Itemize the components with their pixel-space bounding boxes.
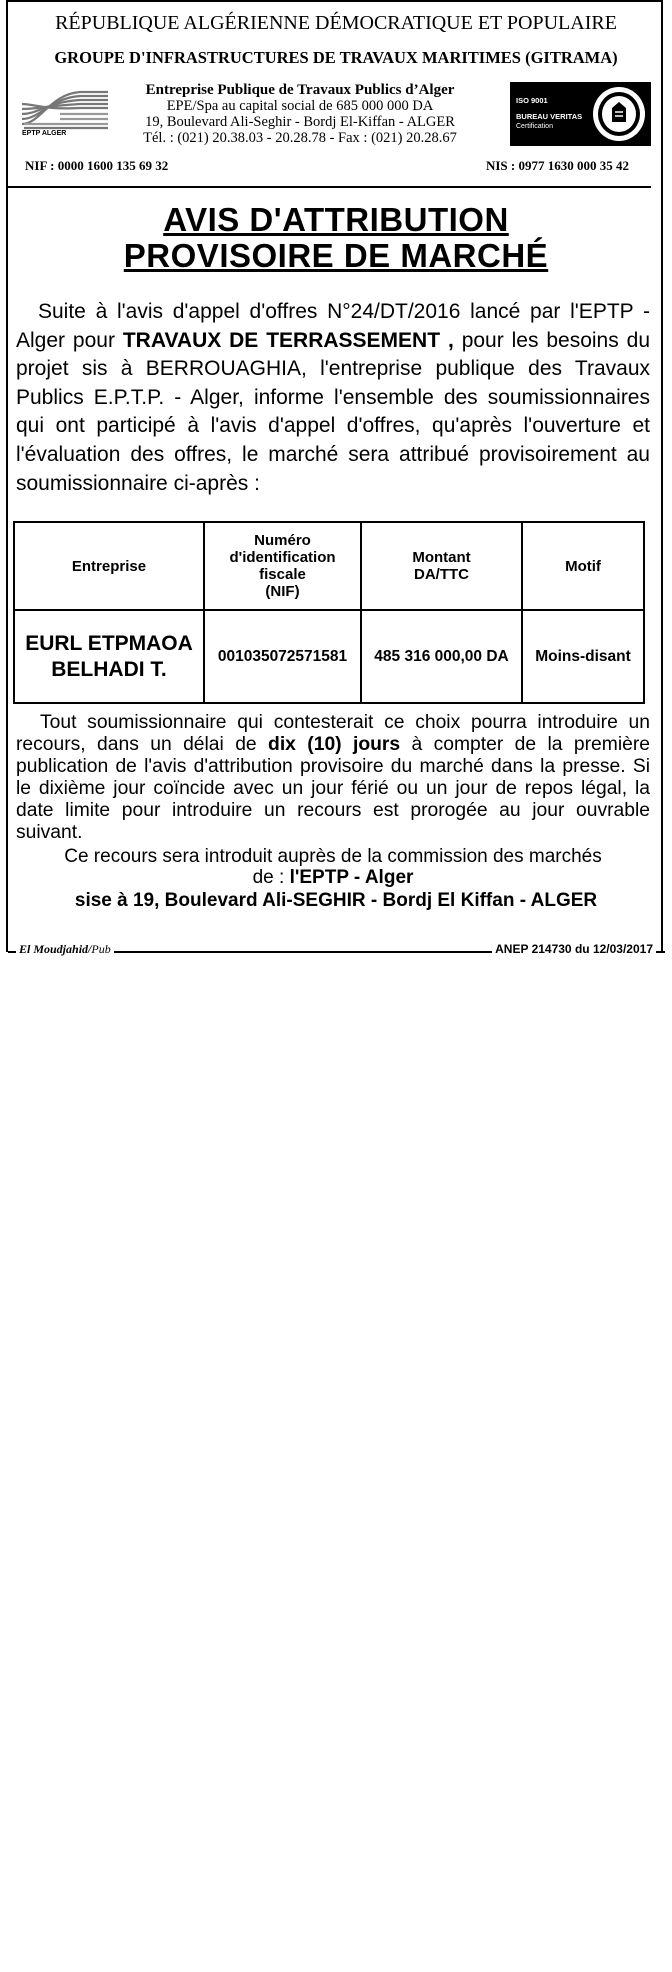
recourse-delay: dix (10) jours [268,734,401,755]
cell-entreprise-line1: EURL ETPMAOA [25,631,193,655]
eptp-logo-graphic [20,84,110,130]
bureau-veritas-seal-icon [590,84,648,144]
recourse-paragraph [16,712,650,844]
intro-text-part1: Suite à l'avis d'appel d'offres N°24/DT/2016 lancé par l'EPTP - Alger pour [16,300,650,352]
header-nif [204,522,361,610]
notice-title-line2: PROVISOIRE DE MARCHÉ [123,237,549,274]
company-block [110,82,490,146]
header-motif: Motif [522,522,644,610]
table-header-row [14,522,644,610]
footer-anep-reference: ANEP 214730 du 12/03/2017 [492,942,656,956]
bureau-veritas-label: BUREAU VERITAS [516,112,583,121]
commission-prefix: de : [252,867,290,888]
notice-title-line1: AVIS D'ATTRIBUTION [163,201,509,238]
company-capital: EPE/Spa au capital social de 685 000 000 DA [166,98,434,114]
commission-name: l'EPTP - Alger [289,867,414,888]
table-row [14,610,644,703]
recourse-text-part1: Tout soumissionnaire qui contesterait ce choix pourra introduire un recours, dans un délai de [16,712,650,755]
pub-label: Pub [91,942,111,956]
intro-paragraph [16,298,650,498]
header-nif-line3: fiscale [259,566,306,583]
eptp-logo [20,84,110,146]
group-heading: GROUPE D'INFRASTRUCTURES DE TRAVAUX MARITIMES (GITRAMA) [54,48,618,67]
frame-corner-right [661,930,663,952]
company-name: Entreprise Publique de Travaux Publics d’Alger [145,82,455,98]
commission-block [16,846,650,888]
certification-label: Certification [516,123,553,130]
footer-newspaper [16,942,114,957]
recourse-text-part2: à compter de la première publication de l'avis d'attribution provisoire du marché dans la presse. Si le dixième jour coïncide avec un jour férié ou un jour de repos légal, la date limite pour introduire un recours est prorogée au jour ouvrable suivant. [16,734,650,843]
company-address: 19, Boulevard Ali-Seghir - Bordj El-Kiffan - ALGER [145,114,455,130]
header-montant-line1: Montant [412,549,471,566]
commission-line: Ce recours sera introduit auprès de la commission des marchés [64,846,602,867]
award-table [13,521,645,704]
header-nif-line2: d'identification [229,549,336,566]
commission-address: sise à 19, Boulevard Ali-SEGHIR - Bordj El Kiffan - ALGER [74,890,598,911]
header-entreprise: Entreprise [14,522,204,610]
iso-label: ISO 9001 [516,96,548,105]
cell-nif: 001035072571581 [204,610,361,703]
cell-entreprise-line2: BELHADI T. [51,657,167,681]
header-divider [8,186,651,188]
intro-works: TRAVAUX DE TERRASSEMENT , [122,328,454,352]
cell-motif: Moins-disant [522,610,644,703]
commission-name-line [16,867,650,888]
newspaper-name: El Moudjahid/ [19,942,92,956]
company-phone: Tél. : (021) 20.38.03 - 20.28.78 - Fax : (021) 20.28.67 [143,130,457,146]
certification-badge [510,82,651,146]
header-nif-line4: (NIF) [265,583,300,600]
header-montant-line2: DA/TTC [414,566,469,583]
header-montant [361,522,522,610]
eptp-logo-text: EPTP ALGER [22,130,67,137]
nis-number: NIS : 0977 1630 000 35 42 [485,158,629,173]
intro-text-part2: pour les besoins du projet sis à BERROUAGHIA, l'entreprise publique des Travaux Publics E.P.T.P. - Alger, informe l'ensemble des soumissionnaires qui ont participé à l'avis d'appel d'offres, qu'après l'ouverture et l'évaluation des offres, le marché sera attribué provisoirement au soumissionnaire ci-après : [16,328,650,495]
nif-number: NIF : 0000 1600 135 69 32 [25,158,169,173]
cell-montant: 485 316 000,00 DA [361,610,522,703]
cell-entreprise [14,610,204,703]
header-nif-line1: Numéro [254,532,311,549]
republic-heading: RÉPUBLIQUE ALGÉRIENNE DÉMOCRATIQUE ET POPULAIRE [55,12,617,34]
